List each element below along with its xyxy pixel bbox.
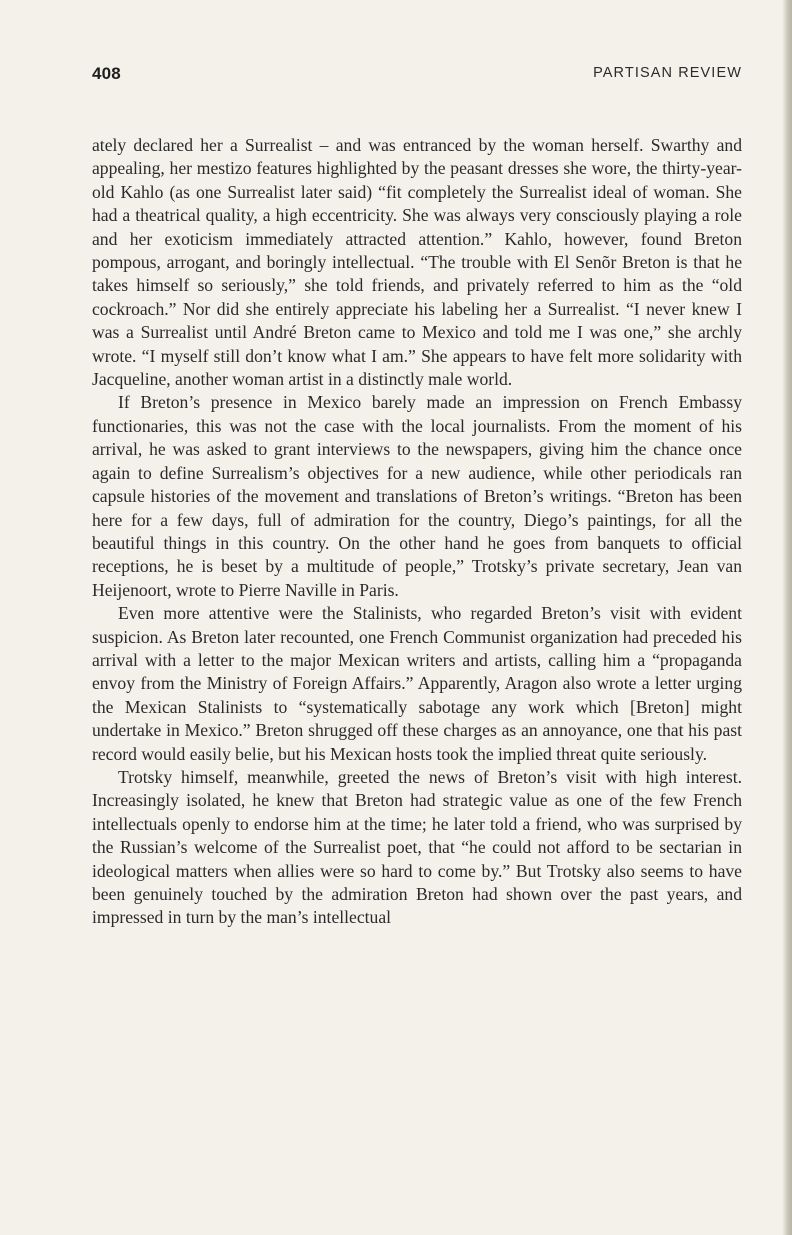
page-number: 408 <box>92 64 121 83</box>
running-header <box>92 64 742 88</box>
paragraph-4: Trotsky himself, meanwhile, greeted the news of Breton’s visit with high interest. Increasingly isolated, he knew that Breton had strategic value as one of the few French intellectuals openly to endorse him at the time; he later told a friend, who was surprised by the Russian’s welcome of the Surrealist poet, that “he could not afford to be sectarian in ideological matters when allies were so hard to come by.” But Trotsky also seems to have been genuinely touched by the admiration Breton had shown over the past years, and impressed in turn by the man’s intellectual <box>92 766 742 928</box>
paragraph-1: ately declared her a Surrealist – and was entranced by the woman herself. Swarthy and appealing, her mestizo features highlighted by the peasant dresses she wore, the thirty-year-old Kahlo (as one Surrealist later said) “fit completely the Surrealist ideal of woman. She had a theatrical quality, a high eccentricity. She was always very consciously playing a role and her exoticism immediately attracted attention.” Kahlo, however, found Breton pompous, arrogant, and boringly intellectual. “The trouble with El Senõr Breton is that he takes himself so seriously,” she told friends, and privately referred to him as the “old cockroach.” Nor did she entirely appreciate his labeling her a Surrealist. “I never knew I was a Surrealist until André Breton came to Mexico and told me I was one,” she archly wrote. “I myself still don’t know what I am.” She appears to have felt more solidarity with Jacqueline, another woman artist in a distinctly male world. <box>92 135 742 390</box>
paragraph-2: If Breton’s presence in Mexico barely made an impression on French Embassy functionaries, this was not the case with the local journalists. From the moment of his arrival, he was asked to grant interviews to the newspapers, giving him the chance once again to define Surrealism’s objectives for a new audience, while other periodicals ran capsule histories of the movement and translations of Breton’s writings. “Breton has been here for a few days, full of admiration for the country, Diego’s paintings, for all the beautiful things in this country. On the other hand he goes from banquets to official receptions, he is beset by a multitude of people,” Trotsky’s private secretary, Jean van Heijenoort, wrote to Pierre Naville in Paris. <box>92 392 742 600</box>
article-body <box>92 134 742 930</box>
journal-title: PARTISAN REVIEW <box>593 65 742 81</box>
paragraph-3: Even more attentive were the Stalinists, who regarded Breton’s visit with evident suspicion. As Breton later recounted, one French Communist organization had preceded his arrival with a letter to the major Mexican writers and artists, calling him a “propaganda envoy from the Ministry of Foreign Affairs.” Apparently, Aragon also wrote a letter urging the Mexican Stalinists to “systematically sabotage any work which [Breton] might undertake in Mexico.” Breton shrugged off these charges as an annoyance, one that his past record would easily belie, but his Mexican hosts took the implied threat quite seriously. <box>92 603 742 764</box>
page-edge-shadow <box>782 0 792 1235</box>
